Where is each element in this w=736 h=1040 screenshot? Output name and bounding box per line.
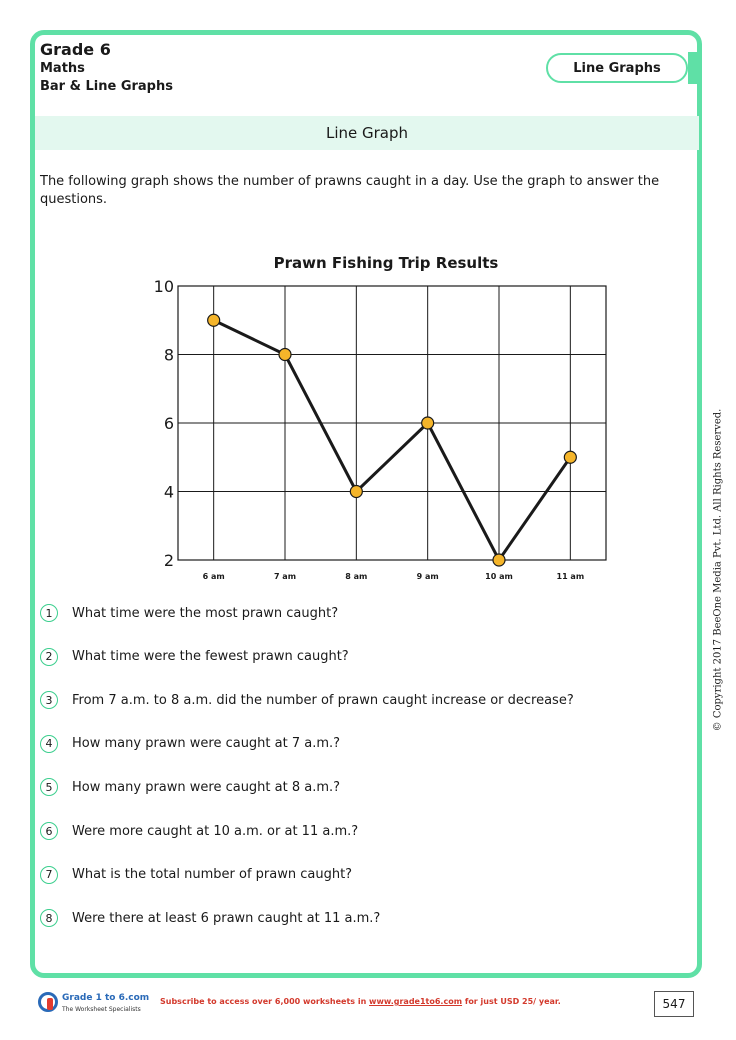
y-tick-label: 8: [163, 345, 174, 365]
data-point: [493, 554, 505, 566]
line-chart: [140, 275, 640, 595]
question-text: What time were the fewest prawn caught?: [72, 649, 349, 665]
x-tick-label: 11 am: [556, 572, 585, 581]
question-number: 1: [40, 604, 58, 622]
question-text: What time were the most prawn caught?: [72, 605, 339, 621]
y-tick-label: 10: [153, 277, 174, 296]
footer-text-before: Subscribe to access over 6,000 worksheets in: [160, 997, 370, 1006]
footer-brand-sub: The Worksheet Specialists: [62, 1006, 141, 1013]
brand-logo-icon: [38, 992, 58, 1012]
question-text: From 7 a.m. to 8 a.m. did the number of prawn caught increase or decrease?: [72, 692, 574, 708]
tag-accent: [688, 52, 702, 84]
question-item: [40, 648, 349, 666]
x-tick-label: 7 am: [273, 572, 297, 581]
question-text: Were more caught at 10 a.m. or at 11 a.m.?: [72, 823, 359, 839]
y-tick-label: 4: [163, 482, 174, 502]
intro-text: The following graph shows the number of prawns caught in a day. Use the graph to answer the questions.: [40, 174, 660, 207]
topic-label: Bar & Line Graphs: [40, 79, 173, 94]
question-text: How many prawn were caught at 8 a.m.?: [72, 779, 341, 795]
question-number: 4: [40, 735, 58, 753]
copyright-notice: [711, 410, 725, 730]
question-item: [40, 691, 574, 709]
x-tick-label: 6 am: [202, 572, 225, 581]
question-number: 3: [40, 691, 58, 709]
data-point: [208, 314, 220, 326]
question-item: [40, 604, 338, 622]
copyright-text: © Copyright 2017 BeeOne Media Pvt. Ltd. All Rights Reserved.: [712, 408, 724, 732]
question-number: 5: [40, 778, 58, 796]
series-line: [214, 320, 571, 560]
x-tick-label: 9 am: [416, 572, 439, 581]
x-tick-label: 8 am: [345, 572, 368, 581]
data-point: [279, 349, 291, 361]
data-point: [350, 486, 362, 498]
chart-title: Prawn Fishing Trip Results: [273, 254, 499, 272]
subject-label: Maths: [40, 61, 85, 76]
page-number: 547: [654, 991, 694, 1017]
question-text: Were there at least 6 prawn caught at 11 a.m.?: [72, 910, 381, 926]
x-tick-label: 10 am: [485, 572, 513, 581]
data-point: [564, 451, 576, 463]
question-item: [40, 822, 358, 840]
question-item: [40, 866, 352, 884]
question-number: 6: [40, 822, 58, 840]
topic-tag: Line Graphs: [546, 53, 688, 83]
question-item: [40, 909, 380, 927]
question-item: [40, 778, 340, 796]
question-number: 2: [40, 648, 58, 666]
section-banner: Line Graph: [35, 116, 699, 150]
footer-link[interactable]: www.grade1to6.com: [369, 997, 463, 1006]
y-tick-label: 2: [163, 551, 174, 570]
footer-subscribe: [160, 997, 561, 1006]
question-number: 7: [40, 866, 58, 884]
question-text: How many prawn were caught at 7 a.m.?: [72, 736, 341, 752]
data-point: [422, 417, 434, 429]
question-item: [40, 735, 340, 753]
question-number: 8: [40, 909, 58, 927]
footer-text-after: for just USD 25/ year.: [462, 997, 561, 1006]
question-text: What is the total number of prawn caught?: [72, 867, 353, 883]
y-tick-label: 6: [163, 414, 174, 433]
grade-title: Grade 6: [40, 40, 111, 59]
footer-brand: Grade 1 to 6.com: [62, 993, 150, 1003]
